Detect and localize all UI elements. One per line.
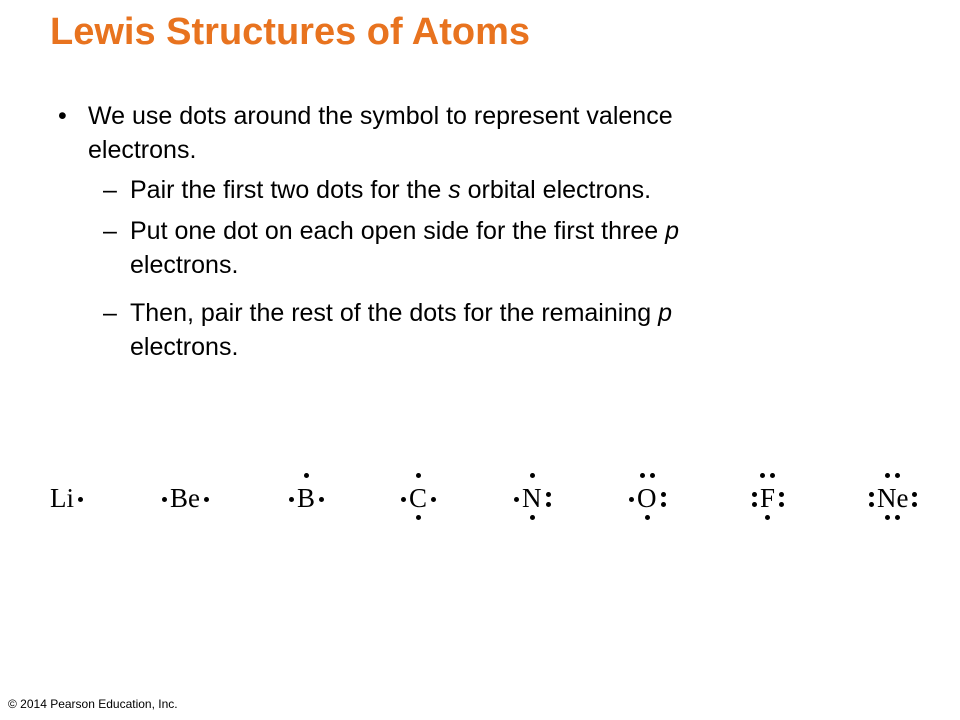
element-symbol: O	[637, 483, 657, 513]
electron-dot	[629, 497, 634, 502]
sub-bullet-text-line-1	[130, 214, 679, 248]
electron-dot	[530, 515, 535, 520]
sub-bullet-text-line-1	[130, 296, 672, 330]
italic-term: p	[665, 217, 679, 245]
electron-dot	[895, 515, 900, 520]
electron-dot	[869, 502, 874, 507]
element-symbol: F	[760, 483, 776, 513]
lewis-atom-c	[401, 455, 471, 545]
electron-dot	[401, 497, 406, 502]
dash-marker: –	[103, 176, 117, 204]
element-symbol: Ne	[877, 483, 909, 513]
electron-dot	[546, 502, 551, 507]
electron-dot	[770, 473, 775, 478]
sub-bullet-item	[103, 173, 651, 207]
lewis-atom-o	[629, 455, 699, 545]
text-segment: Pair the first two dots for the	[130, 176, 449, 204]
text-segment: Put one dot on each open side for the first three	[130, 217, 666, 245]
slide-title: Lewis Structures of Atoms	[50, 11, 531, 53]
element-symbol: C	[409, 483, 428, 513]
electron-dot	[779, 502, 784, 507]
bullet-marker: •	[58, 102, 67, 130]
lewis-atom-n	[514, 455, 584, 545]
electron-dot	[885, 473, 890, 478]
sub-bullet-text-line-2: electrons.	[130, 333, 239, 361]
sub-bullet-text-line-2: electrons.	[130, 251, 239, 279]
electron-dot	[661, 492, 666, 497]
electron-dot	[319, 497, 324, 502]
electron-dot	[645, 515, 650, 520]
electron-dot	[416, 473, 421, 478]
element-symbol: B	[297, 483, 316, 513]
electron-dot	[530, 473, 535, 478]
sub-bullet-item	[103, 296, 672, 364]
electron-dot	[912, 492, 917, 497]
sub-bullet-text	[130, 173, 651, 207]
italic-term: p	[658, 299, 672, 327]
electron-dot	[204, 497, 209, 502]
italic-term: s	[448, 176, 461, 204]
lewis-structures-diagram	[0, 455, 960, 545]
element-symbol: Be	[170, 483, 200, 513]
electron-dot	[760, 473, 765, 478]
lewis-atom-ne	[869, 455, 939, 545]
text-segment: Then, pair the rest of the dots for the remaining	[130, 299, 659, 327]
dash-marker: –	[103, 299, 117, 327]
electron-dot	[752, 502, 757, 507]
electron-dot	[640, 473, 645, 478]
sub-bullet-item	[103, 214, 679, 282]
lewis-atom-be	[162, 455, 232, 545]
electron-dot	[78, 497, 83, 502]
electron-dot	[546, 492, 551, 497]
dash-marker: –	[103, 217, 117, 245]
element-symbol: Li	[50, 483, 74, 513]
electron-dot	[895, 473, 900, 478]
electron-dot	[650, 473, 655, 478]
lewis-atom-b	[289, 455, 359, 545]
electron-dot	[416, 515, 421, 520]
electron-dot	[514, 497, 519, 502]
bullet-text-line-2: electrons.	[88, 136, 197, 164]
bullet-text-line-1: We use dots around the symbol to represent valence	[88, 102, 673, 130]
electron-dot	[162, 497, 167, 502]
electron-dot	[304, 473, 309, 478]
electron-dot	[779, 492, 784, 497]
electron-dot	[765, 515, 770, 520]
lewis-atom-li	[42, 455, 112, 545]
lewis-atom-f	[752, 455, 822, 545]
element-symbol: N	[522, 483, 542, 513]
electron-dot	[752, 492, 757, 497]
electron-dot	[869, 492, 874, 497]
electron-dot	[661, 502, 666, 507]
text-segment: orbital electrons.	[460, 176, 652, 204]
electron-dot	[431, 497, 436, 502]
electron-dot	[289, 497, 294, 502]
electron-dot	[912, 502, 917, 507]
bullet-item	[58, 99, 673, 167]
electron-dot	[885, 515, 890, 520]
copyright-footer: © 2014 Pearson Education, Inc.	[8, 697, 178, 711]
